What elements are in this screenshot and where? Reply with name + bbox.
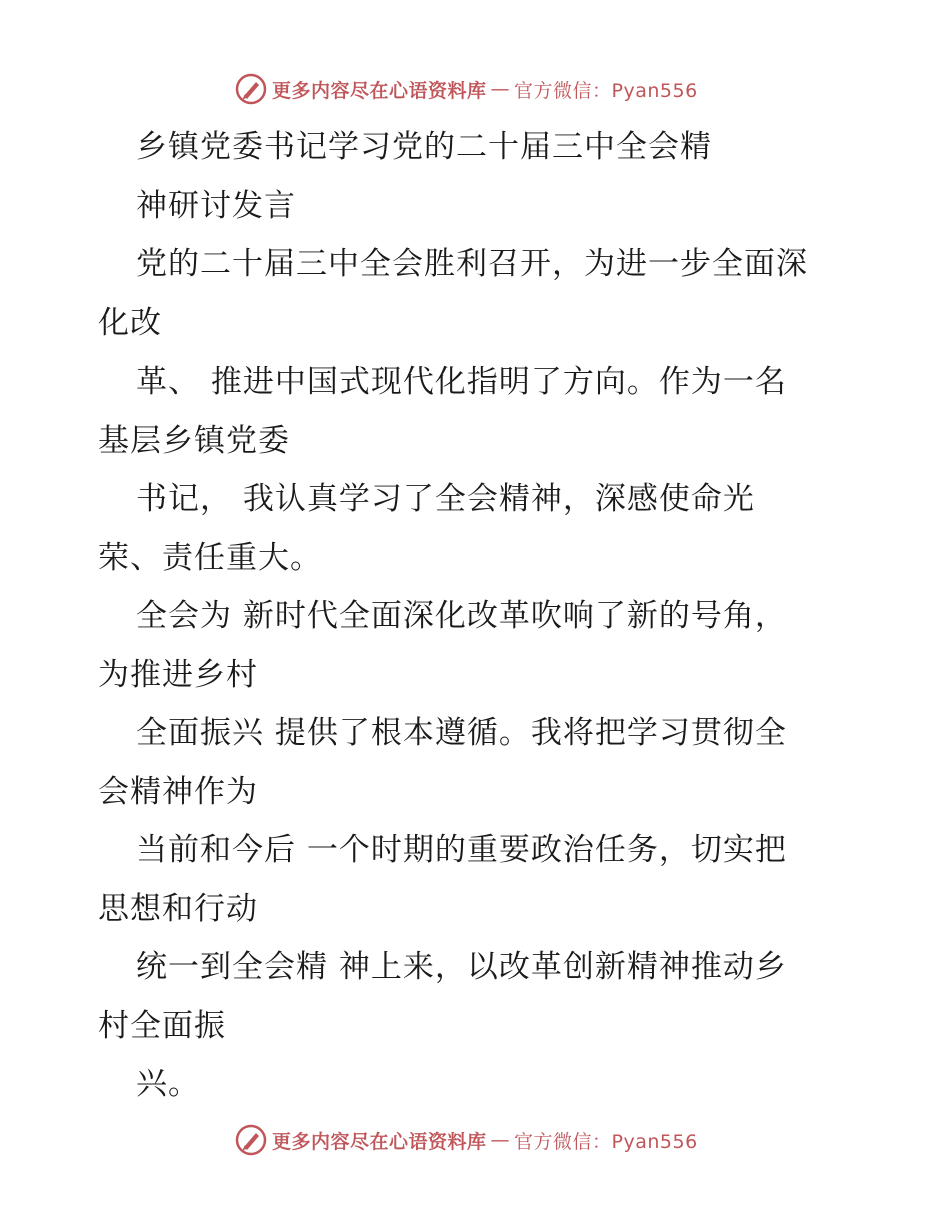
watermark-text: 更多内容尽在心语资料库: [272, 1130, 487, 1153]
title-line-2: 神研讨发言: [136, 188, 296, 224]
paragraph-line: 为推进乡村: [98, 657, 258, 693]
paragraph-line: 思想和行动: [98, 891, 258, 927]
paragraph-line: 基层乡镇党委: [98, 423, 290, 459]
pen-logo-icon: [234, 1123, 268, 1157]
footer-watermark: [234, 1123, 698, 1157]
paragraph-line: 荣、责任重大。: [98, 540, 322, 576]
watermark-separator: —: [490, 78, 511, 100]
paragraph-line: 会精神作为: [98, 774, 258, 810]
watermark-contact: 官方微信：Pyan556: [514, 79, 698, 102]
paragraph-line: 党的二十届三中全会胜利召开，为进一步全面深: [136, 246, 808, 282]
watermark-contact: 官方微信：Pyan556: [514, 1130, 698, 1153]
paragraph-line: 化改: [98, 305, 162, 341]
watermark-text: 更多内容尽在心语资料库: [272, 79, 487, 102]
paragraph-line: 书记， 我认真学习了全会精神，深感使命光: [136, 481, 755, 517]
paragraph-line: 全会为 新时代全面深化改革吹响了新的号角，: [136, 598, 787, 634]
paragraph-line: 革、 推进中国式现代化指明了方向。作为一名: [136, 364, 787, 400]
title-line-1: 乡镇党委书记学习党的二十届三中全会精: [136, 129, 712, 165]
paragraph-line: 当前和今后 一个时期的重要政治任务，切实把: [136, 832, 787, 868]
paragraph-line: 全面振兴 提供了根本遵循。我将把学习贯彻全: [136, 715, 787, 751]
paragraph-line: 兴。: [136, 1066, 200, 1102]
watermark-separator: —: [490, 1129, 511, 1151]
paragraph-line: 统一到全会精 神上来，以改革创新精神推动乡: [136, 949, 787, 985]
paragraph-line: 村全面振: [98, 1008, 226, 1044]
